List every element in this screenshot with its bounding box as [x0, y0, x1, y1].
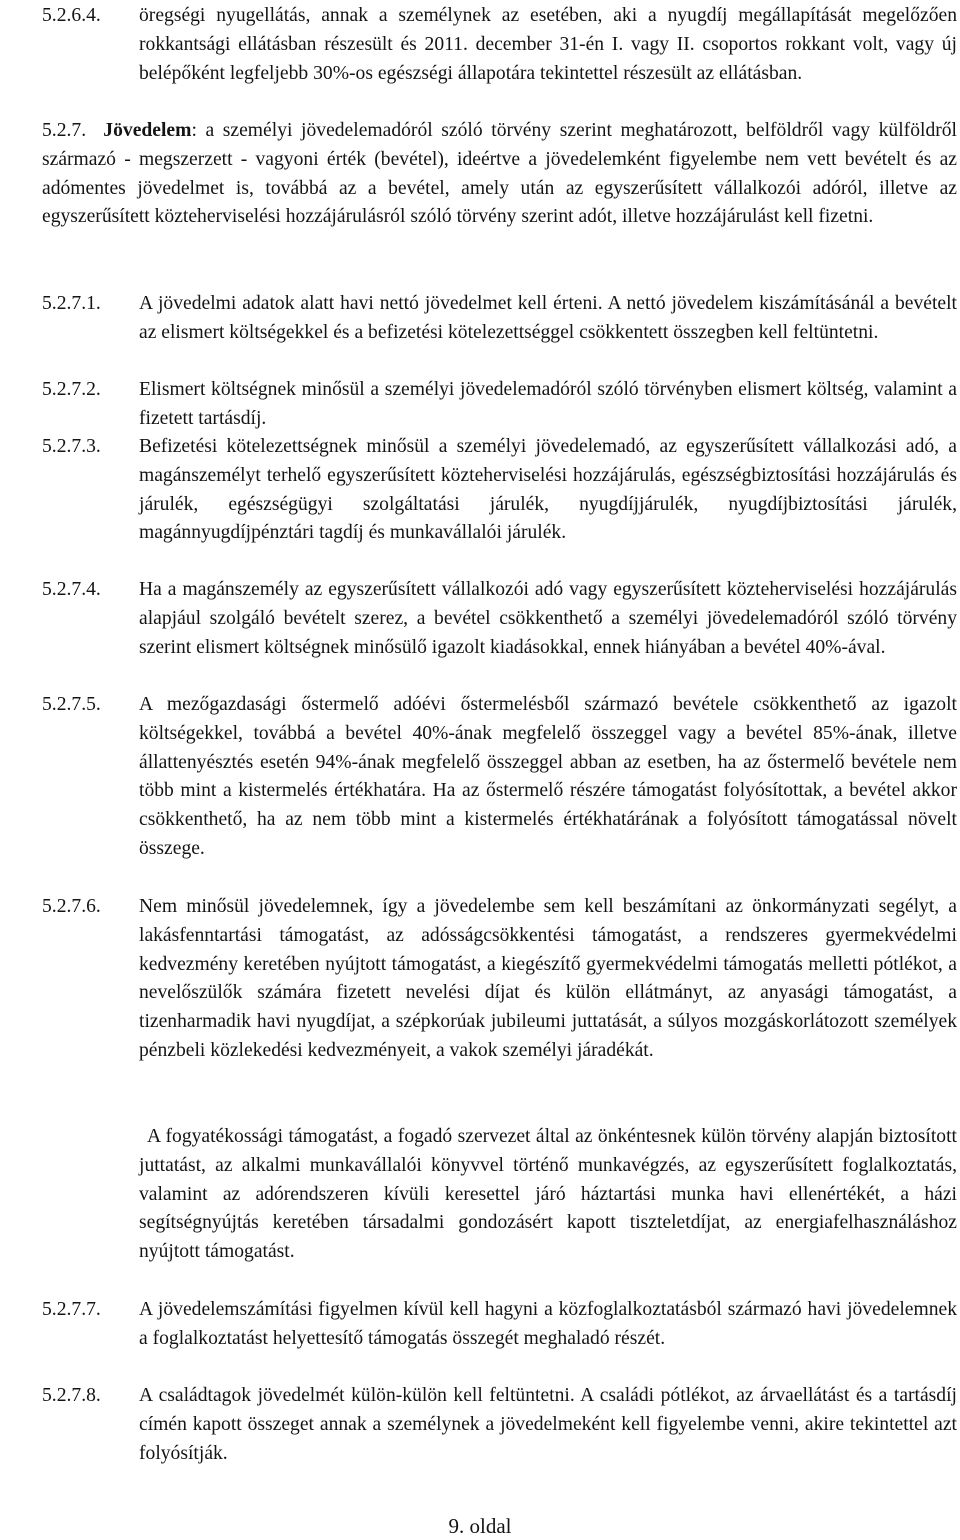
section-text: A jövedelmi adatok alatt havi nettó jövedelmet kell érteni. A nettó jövedelem kiszámításánál a bevételt az elismert költségekkel és a befizetési kötelezettséggel csökkentett összegben kell feltüntetni. — [139, 293, 957, 343]
section-continuation: A fogyatékossági támogatást, a fogadó szervezet által az önkéntesnek külön törvény alapján biztosított juttatást, az alkalmi munkavállalói könyvvel történő munkavégzés, az egyszerűsített foglalkoztatás, valamint az adórendszeren kívüli keresettel járó háztartási munka havi ellenértékét, a házi segítségnyújtás keretében társadalmi gondozásért kapott tiszteletdíjat, az energiafelhasználáshoz nyújtott támogatást. — [139, 1126, 957, 1263]
section-jovedelem — [42, 117, 957, 232]
section-number: 5.2.7.6. — [42, 896, 101, 917]
page-number: 9. oldal — [448, 1514, 512, 1538]
section-number: 5.2.7.5. — [42, 694, 101, 715]
section-number: 5.2.7.7. — [42, 1299, 101, 1320]
section-number: 5.2.7.1. — [42, 293, 101, 314]
section-text: A családtagok jövedelmét külön-külön kell feltüntetni. A családi pótlékot, az árvaellátást és a tartásdíj címén kapott összeget annak a személynek a jövedelmeként kell figyelembe venni, akire tekintettel azt folyósítják. — [139, 1385, 957, 1464]
section-number: 5.2.7.8. — [42, 1385, 101, 1406]
section-number: 5.2.7.2. — [42, 379, 101, 400]
section-text: Elismert költségnek minősül a személyi jövedelemadóról szóló törvényben elismert költség, valamint a fizetett tartásdíj. — [139, 379, 957, 429]
section-term: Jövedelem — [103, 120, 192, 141]
section-number: 5.2.7.3. — [42, 436, 101, 457]
section-text: A jövedelemszámítási figyelmen kívül kell hagyni a közfoglalkoztatásból származó havi jövedelemnek a foglalkoztatást helyettesítő támogatás összegét meghaladó részét. — [139, 1299, 957, 1349]
section-number: 5.2.6.4. — [42, 5, 101, 26]
section-number: 5.2.7.4. — [42, 579, 101, 600]
section-text: Befizetési kötelezettségnek minősül a személyi jövedelemadó, az egyszerűsített vállalkozási adó, a magánszemélyt terhelő egyszerűsített közteherviselési hozzájárulás, egészségbiztosítási hozzájárulás és járulék, egészségügyi szolgáltatási járulék, nyugdíjjárulék, nyugdíjbiztosítási járulék, magánnyugdíjpénztári tagdíj és munkavállalói járulék. — [139, 436, 957, 544]
section-text: : a személyi jövedelemadóról szóló törvény szerint meghatározott, belföldről vagy külföldről származó - megszerzett - vagyoni érték (bevétel), ideértve a jövedelemként figyelembe nem vett bevételt és az adómentes jövedelmet is, továbbá az a bevétel, amely után az egyszerűsített vállalkozói adóról, illetve az egyszerűsített közteherviselési hozzájárulásról szóló törvény szerint adót, illetve hozzájárulást kell fizetni. — [42, 120, 958, 228]
section-number: 5.2.7. — [42, 120, 87, 141]
section-text: öregségi nyugellátás, annak a személynek az esetében, aki a nyugdíj megállapítását megelőzően rokkantsági ellátásban részesült és 2011. december 31-én I. vagy II. csoportos rokkant volt, vagy új belépőként legfeljebb 30%-os egészségi állapotára tekintettel részesült az ellátásban. — [139, 5, 957, 84]
section-text: Ha a magánszemély az egyszerűsített vállalkozói adó vagy egyszerűsített közteherviselési hozzájárulás alapjául szolgáló bevételt szerez, a bevétel csökkenthető a személyi jövedelemadóról szóló törvény szerint elismert költségnek minősülő igazolt kiadásokkal, ennek hiányában a bevétel 40%-ával. — [139, 579, 957, 658]
section-text: Nem minősül jövedelemnek, így a jövedelembe sem kell beszámítani az önkormányzati segélyt, a lakásfenntartási támogatást, az adósságcsökkentési támogatást, a rendszeres gyermekvédelmi kedvezmény keretében nyújtott támogatást, a kiegészítő gyermekvédelmi támogatás melletti pótlékot, a nevelőszülők számára fizetett nevelési díjat és külön ellátmányt, az anyasági támogatást, a tizenharmadik havi nyugdíjat, a szépkorúak jubileumi juttatását, a súlyos mozgáskorlátozott személyek pénzbeli közlekedési kedvezményeit, a vakok személyi járadékát. — [139, 896, 957, 1061]
section-text: A mezőgazdasági őstermelő adóévi őstermelésből származó bevétele csökkenthető az igazolt költségekkel, továbbá a bevétel 40%-ának megfelelő összeggel vagy a bevétel 85%-ának, illetve állattenyésztés esetén 94%-ának megfelelő összeggel abban az esetben, ha az őstermelő bevétele nem több mint a kistermelés értékhatára. Ha az őstermelő részére támogatást folyósítottak, a bevétel akkor csökkenthető, ha az nem több mint a kistermelés értékhatárának a folyósított támogatással növelt összege. — [139, 694, 957, 859]
